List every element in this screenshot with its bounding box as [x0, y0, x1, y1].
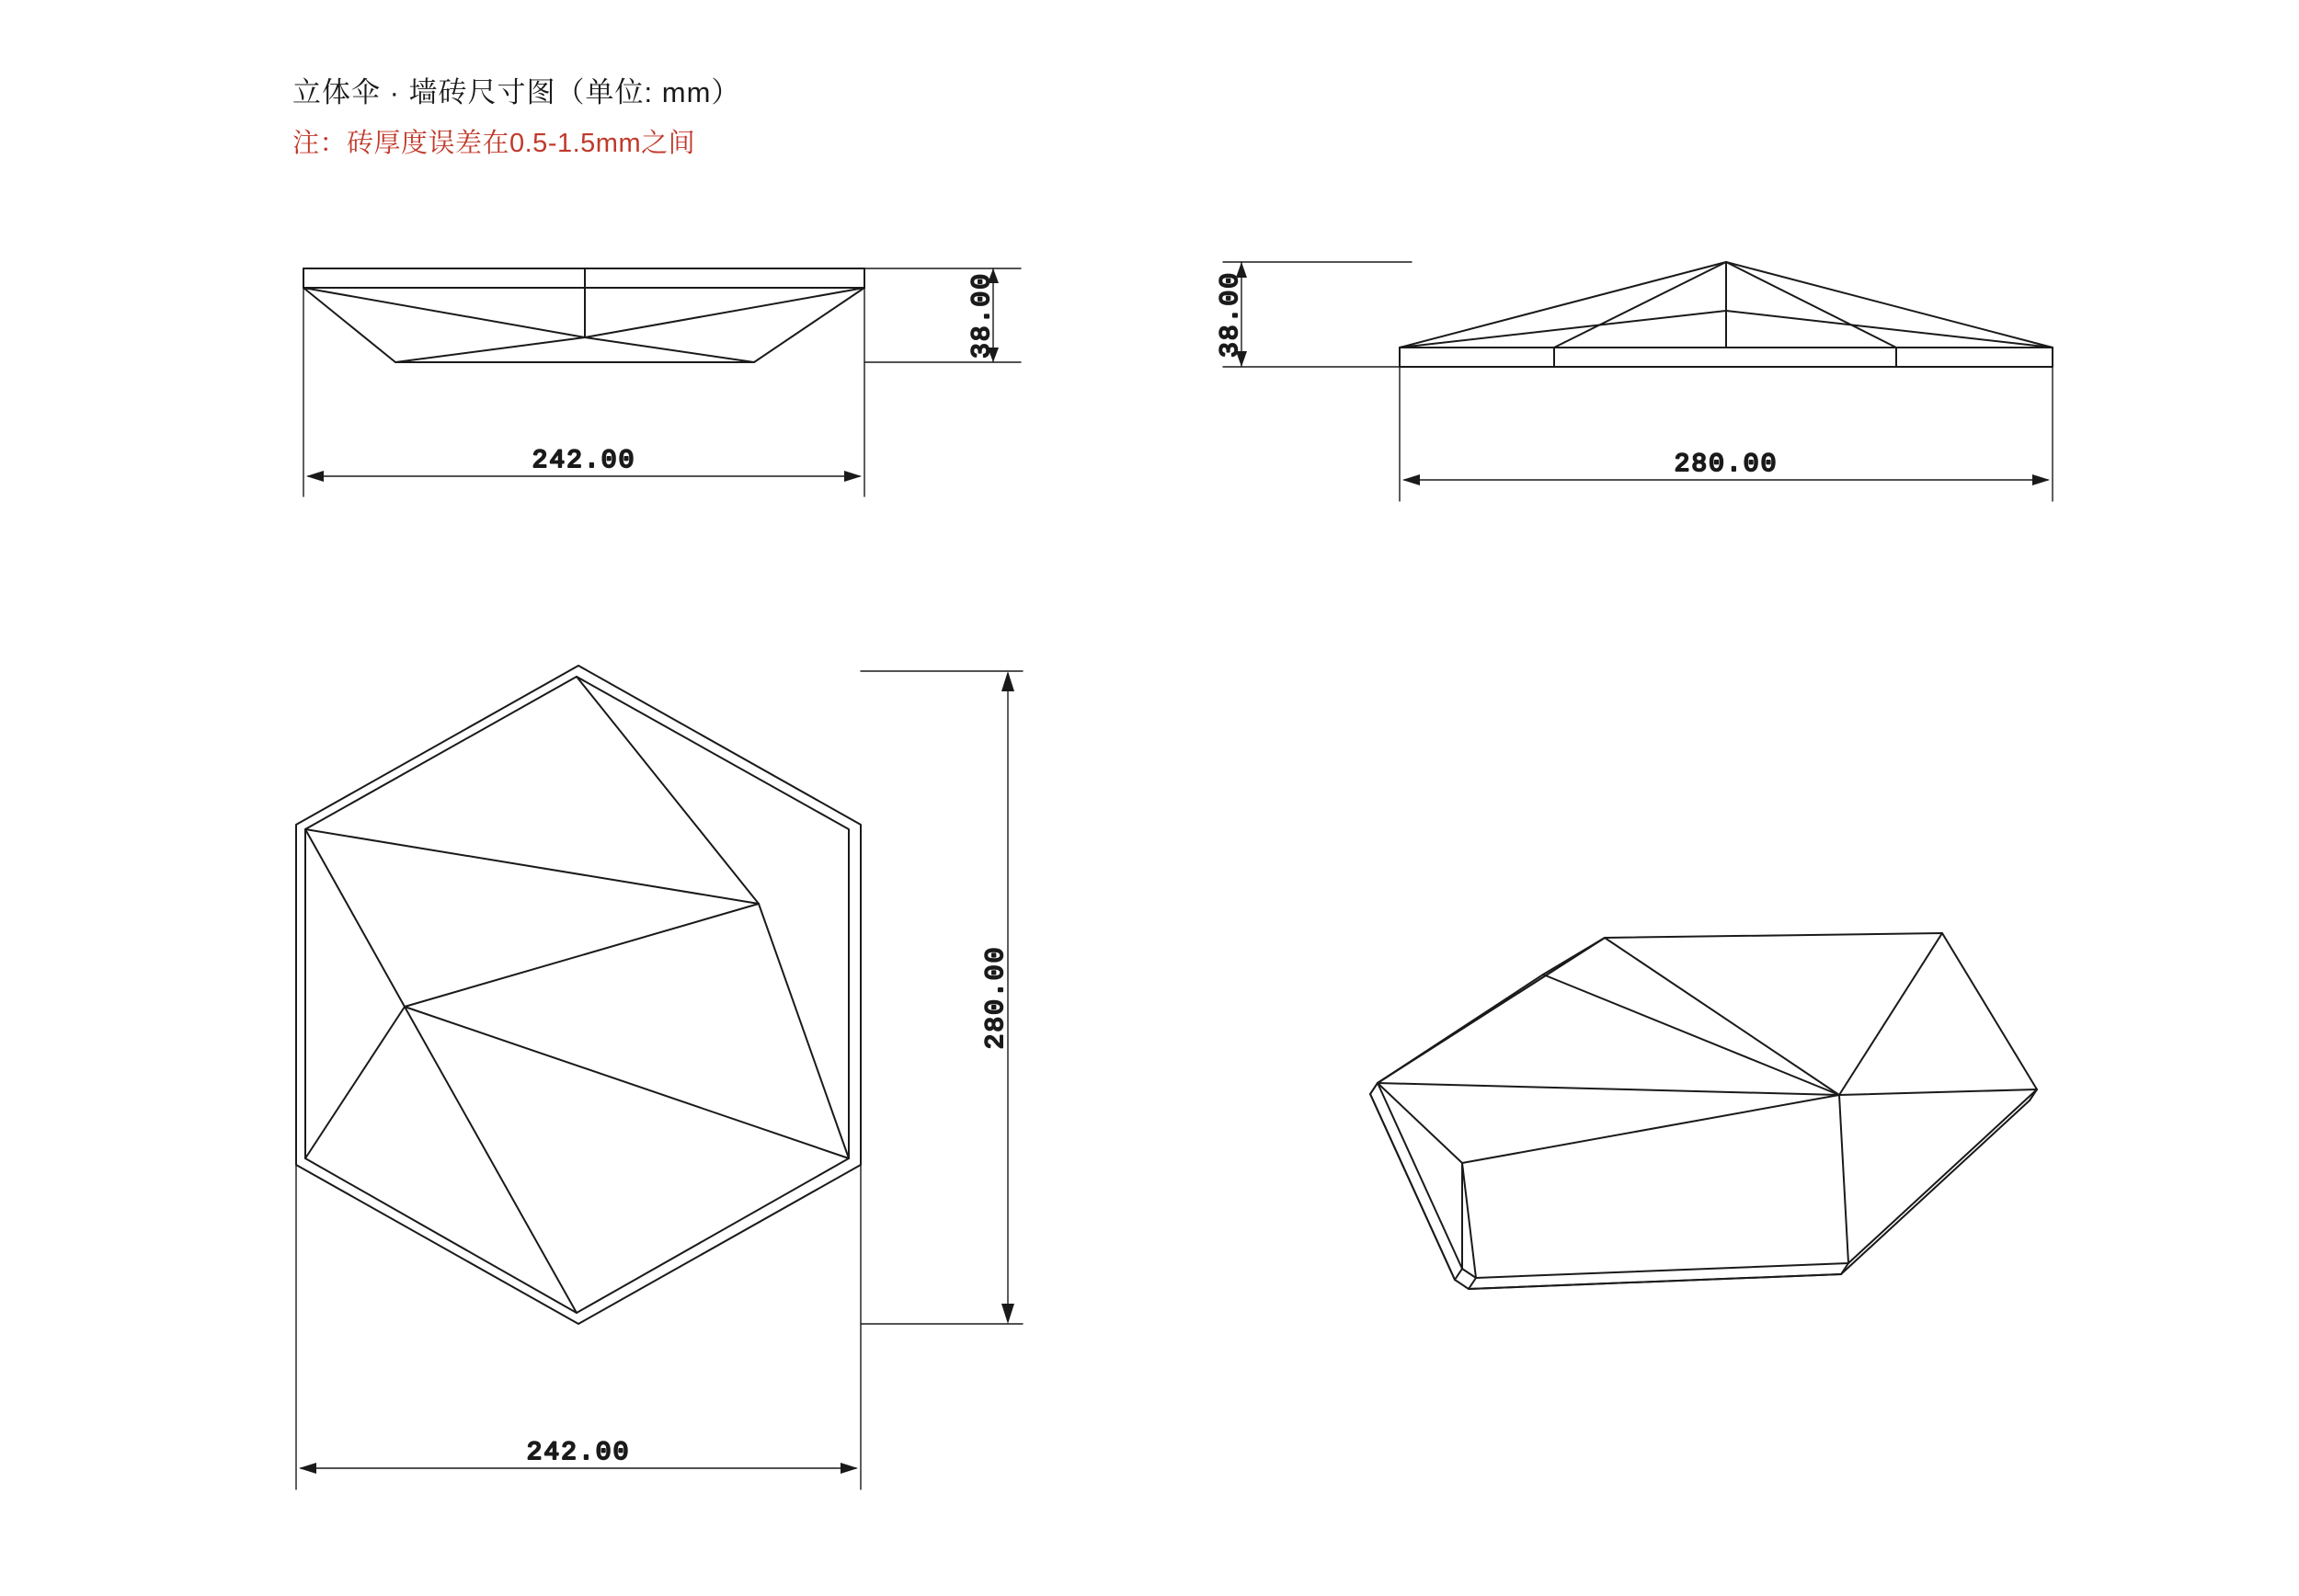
- iso-fold-e: [1605, 938, 1839, 1095]
- plan-fold-f: [405, 1007, 849, 1158]
- plan-fold-c: [305, 829, 405, 1007]
- iso-fold-h: [1839, 1095, 1848, 1263]
- plan-outer-outline: [296, 666, 861, 1324]
- dimension-280-elevation: [1400, 367, 2053, 501]
- view-isometric: [1370, 933, 2037, 1289]
- dimension-280-plan: [861, 671, 1023, 1324]
- body-fold-right: [585, 337, 754, 362]
- tolerance-note: 注：砖厚度误差在0.5-1.5mm之间: [292, 128, 696, 158]
- iso-top-outline: [1378, 933, 2037, 1278]
- arrow-head: [844, 471, 862, 482]
- page-title: 立体伞 · 墙砖尺寸图（单位: mm）: [292, 76, 741, 108]
- plan-fold-d: [405, 904, 759, 1007]
- arrow-head: [1001, 671, 1014, 691]
- plan-fold-e: [759, 904, 849, 1158]
- view-front-right: [1400, 262, 2053, 367]
- dimension-38-right: [1217, 262, 1412, 367]
- arrow-head: [2032, 474, 2050, 485]
- iso-fold-b: [1543, 938, 1605, 975]
- iso-tick-left: [1370, 1083, 1378, 1094]
- dimension-label-280-plan: 280.00: [982, 945, 1011, 1050]
- arrow-head: [1402, 474, 1420, 485]
- arrow-head: [306, 471, 324, 482]
- plan-fold-a: [577, 677, 759, 904]
- view-front-left: [303, 268, 864, 362]
- dimension-38-left: [864, 268, 1021, 362]
- dimension-label-242-plan: 242.00: [526, 1439, 631, 1467]
- body-fold-left: [1554, 262, 1726, 348]
- slab-edge: [1400, 348, 2053, 367]
- body-fold-right: [1726, 262, 1896, 348]
- iso-fold-j: [1462, 1095, 1839, 1163]
- body-fold-left: [395, 337, 585, 362]
- plan-fold-b: [305, 829, 759, 904]
- dimension-label-280-elevation: 280.00: [1674, 450, 1779, 479]
- iso-edge-left: [1370, 1094, 1455, 1280]
- iso-fold-k: [1378, 1083, 1462, 1163]
- plan-fold-g: [305, 1007, 405, 1158]
- dimension-label-38-right: 38.00: [1217, 270, 1245, 359]
- iso-fold-c: [1378, 975, 1543, 1083]
- iso-fold-d: [1543, 975, 1839, 1095]
- arrow-head: [299, 1463, 316, 1474]
- iso-tick-lower: [1469, 1278, 1476, 1289]
- view-top-plan: [296, 666, 861, 1324]
- iso-thickness-outline: [1370, 1083, 2037, 1289]
- iso-fold-m: [1462, 1163, 1476, 1278]
- plan-fold-h: [405, 1007, 577, 1313]
- iso-fold-i: [1378, 1083, 1839, 1095]
- arrow-head: [841, 1463, 858, 1474]
- iso-tick-lower-left: [1455, 1269, 1462, 1280]
- dimension-label-242-elevation: 242.00: [532, 447, 636, 475]
- arrow-head: [1001, 1304, 1014, 1324]
- dimension-label-38-left: 38.00: [968, 271, 997, 359]
- iso-fold-f: [1839, 933, 1942, 1095]
- iso-fold-g: [1839, 1089, 2037, 1095]
